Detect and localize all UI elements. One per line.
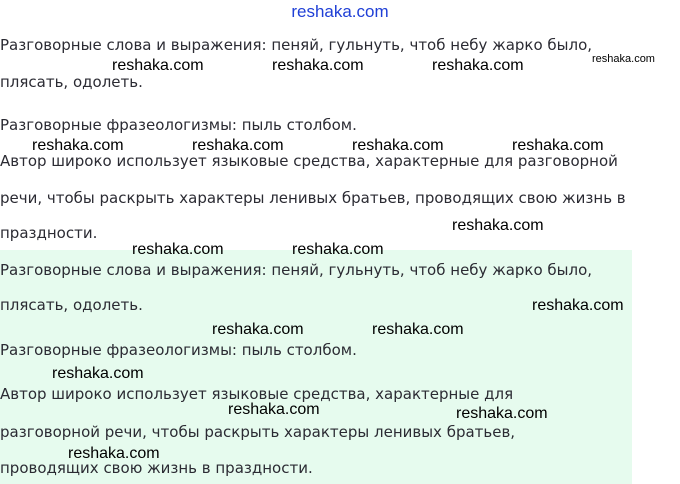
site-header-link[interactable]: reshaka.com: [291, 2, 389, 21]
highlighted-text-line: Разговорные фразеологизмы: пыль столбом.: [0, 341, 357, 359]
watermark: reshaka.com: [512, 137, 604, 154]
text-line: Разговорные фразеологизмы: пыль столбом.: [0, 116, 357, 134]
watermark: reshaka.com: [52, 365, 144, 382]
watermark: reshaka.com: [372, 321, 464, 338]
watermark: reshaka.com: [228, 401, 320, 418]
watermark: reshaka.com: [272, 57, 364, 74]
watermark: reshaka.com: [112, 57, 204, 74]
watermark: reshaka.com: [212, 321, 304, 338]
highlighted-text-line: разговорной речи, чтобы раскрыть характеры ленивых братьев,: [0, 423, 516, 441]
watermark: reshaka.com: [452, 217, 544, 234]
highlighted-text-line: проводящих свою жизнь в праздности.: [0, 459, 313, 477]
watermark: reshaka.com: [532, 297, 624, 314]
text-line: речи, чтобы раскрыть характеры ленивых братьев, проводящих свою жизнь в: [0, 189, 626, 207]
watermark: reshaka.com: [352, 137, 444, 154]
text-line: Автор широко использует языковые средства, характерные для разговорной: [0, 152, 618, 170]
watermark: reshaka.com: [432, 57, 524, 74]
watermark: reshaka.com: [132, 241, 224, 258]
watermark: reshaka.com: [68, 445, 160, 462]
highlighted-text-line: Автор широко использует языковые средства, характерные для: [0, 385, 514, 403]
text-line: праздности.: [0, 224, 98, 242]
text-line: Разговорные слова и выражения: пеняй, гульнуть, чтоб небу жарко было,: [0, 36, 593, 54]
watermark: reshaka.com: [192, 137, 284, 154]
highlighted-text-line: плясать, одолеть.: [0, 296, 143, 314]
highlighted-text-line: Разговорные слова и выражения: пеняй, гульнуть, чтоб небу жарко было,: [0, 261, 593, 279]
watermark: reshaka.com: [292, 241, 384, 258]
watermark: reshaka.com: [592, 53, 655, 65]
watermark: reshaka.com: [32, 137, 124, 154]
watermark: reshaka.com: [456, 405, 548, 422]
text-line: плясать, одолеть.: [0, 73, 143, 91]
